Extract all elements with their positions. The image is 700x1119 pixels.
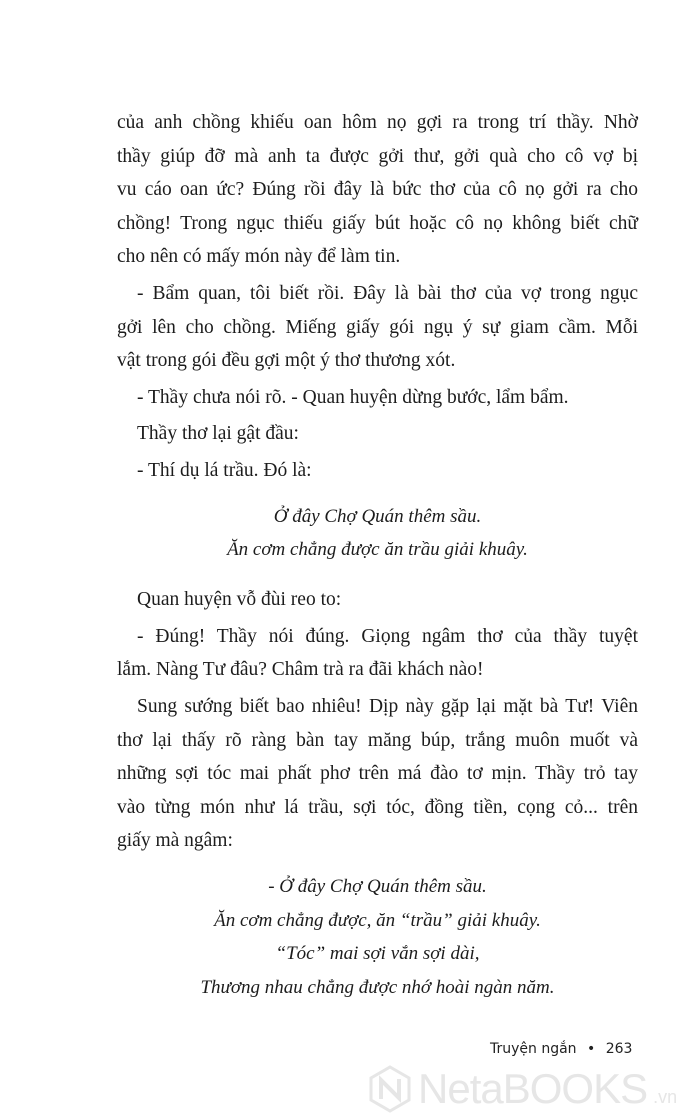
page-number: 263 [605,1041,633,1057]
poem-line: Ăn cơm chẳng được ăn trầu giải khuây. [227,539,528,561]
page-footer [490,1040,632,1058]
watermark-tld: .vn [653,1087,678,1107]
text-line: thầy giúp đỡ mà anh ta được gởi thư, gởi quà cho cô vợ bị [117,145,638,167]
netabooks-logo-icon [368,1065,412,1113]
text-line: giấy mà ngâm: [117,830,233,852]
text-line: vu cáo oan ức? Đúng rồi đây là bức thơ của cô nọ gởi ra cho [117,179,638,201]
text-line: vật trong gói đều gợi một ý thơ thương xót. [117,350,456,372]
text-line: gởi lên cho chồng. Miếng giấy gói ngụ ý sự giam cầm. Mỗi [117,316,638,338]
paragraph [117,690,638,858]
text-line: vào từng món như lá trầu, sợi tóc, đồng tiền, cọng cỏ... trên [117,796,638,818]
text-line: Thầy thơ lại gật đầu: [137,423,299,445]
text-line: Quan huyện vỗ đùi reo to: [137,589,342,611]
text-line: - Thầy chưa nói rõ. - Quan huyện dừng bước, lẩm bẩm. [137,386,569,408]
text-line: - Bẩm quan, tôi biết rồi. Đây là bài thơ của vợ trong ngục [137,282,638,304]
poem-line: - Ở đây Chợ Quán thêm sầu. [268,875,487,897]
poem-excerpt-1 [117,500,638,568]
paragraph [117,454,638,488]
section-title: Truyện ngắn [490,1041,577,1057]
paragraph [117,417,638,451]
page-body [117,106,638,1021]
text-line: Sung sướng biết bao nhiêu! Dịp này gặp lại mặt bà Tư! Viên [137,695,638,717]
text-block-2 [117,583,638,858]
poem-line: Ăn cơm chẳng được, ăn “trầu” giải khuây. [214,909,541,931]
text-block-1 [117,106,638,488]
watermark-name: NetaBOOKS [418,1065,648,1112]
paragraph [117,583,638,617]
paragraph [117,106,638,274]
text-line: lắm. Nàng Tư đâu? Châm trà ra đãi khách nào! [117,659,484,681]
poem-line: Ở đây Chợ Quán thêm sầu. [273,505,482,527]
text-line: thơ lại thấy rõ ràng bàn tay măng búp, trắng muôn muốt và [117,729,638,751]
text-line: chồng! Trong ngục thiếu giấy bút hoặc cô nọ không biết chữ [117,212,638,234]
text-line: của anh chồng khiếu oan hôm nọ gợi ra trong trí thầy. Nhờ [117,112,638,133]
poem-excerpt-2 [117,870,638,1005]
paragraph [117,381,638,415]
text-line: - Thí dụ lá trầu. Đó là: [137,459,312,481]
paragraph [117,620,638,687]
text-line: cho nên có mấy món này để làm tin. [117,246,401,268]
poem-line: “Tóc” mai sợi vắn sợi dài, [275,943,480,965]
separator-dot: • [587,1041,596,1057]
paragraph [117,277,638,378]
text-line: những sợi tóc mai phất phơ trên má đào tơ mịn. Thầy trỏ tay [117,763,638,785]
text-line: - Đúng! Thầy nói đúng. Giọng ngâm thơ của thầy tuyệt [137,625,638,647]
poem-line: Thương nhau chẳng được nhớ hoài ngàn năm. [200,977,555,999]
watermark-logo [368,1064,677,1114]
